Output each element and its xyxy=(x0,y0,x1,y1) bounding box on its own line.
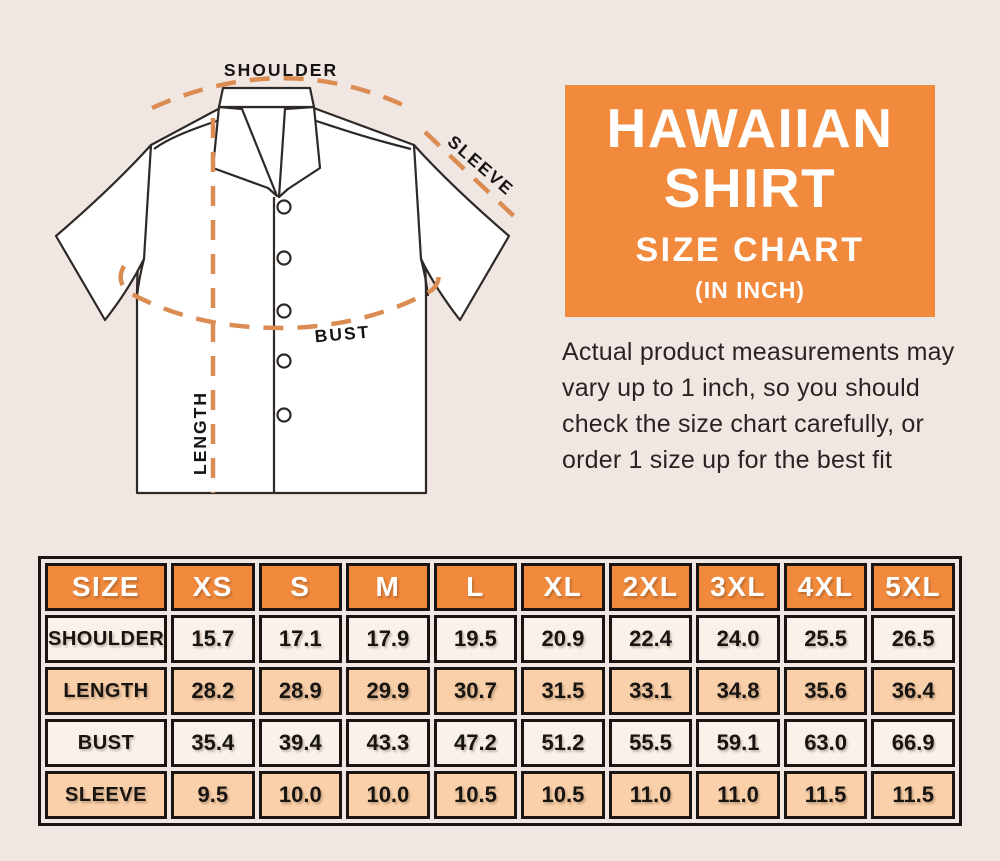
size-value: 43.3 xyxy=(346,719,430,767)
size-value: 30.7 xyxy=(434,667,518,715)
size-value: 35.4 xyxy=(171,719,255,767)
row-label: SLEEVE xyxy=(45,771,167,819)
column-header-3xl: 3XL xyxy=(696,563,780,611)
row-label: LENGTH xyxy=(45,667,167,715)
size-value: 19.5 xyxy=(434,615,518,663)
shirt-measurement-diagram xyxy=(30,50,550,550)
size-table-container xyxy=(38,556,962,826)
size-value: 34.8 xyxy=(696,667,780,715)
column-header-size: SIZE xyxy=(45,563,167,611)
subtitle: SIZE CHART xyxy=(635,231,865,269)
size-value: 20.9 xyxy=(521,615,605,663)
size-value: 10.5 xyxy=(521,771,605,819)
shoulder-measure-label: SHOULDER xyxy=(223,60,339,80)
header-row xyxy=(45,563,955,611)
column-header-5xl: 5XL xyxy=(871,563,955,611)
row-label: BUST xyxy=(45,719,167,767)
table-row-length xyxy=(45,667,955,715)
size-value: 31.5 xyxy=(521,667,605,715)
size-value: 26.5 xyxy=(871,615,955,663)
column-header-xs: XS xyxy=(171,563,255,611)
column-header-2xl: 2XL xyxy=(609,563,693,611)
table-row-bust xyxy=(45,719,955,767)
size-value: 28.9 xyxy=(259,667,343,715)
column-header-4xl: 4XL xyxy=(784,563,868,611)
size-value: 11.0 xyxy=(609,771,693,819)
size-value: 55.5 xyxy=(609,719,693,767)
sleeve-measure-label: SLEEVE xyxy=(443,131,519,200)
size-value: 11.5 xyxy=(784,771,868,819)
size-value: 17.1 xyxy=(259,615,343,663)
size-value: 39.4 xyxy=(259,719,343,767)
size-value: 11.5 xyxy=(871,771,955,819)
size-value: 17.9 xyxy=(346,615,430,663)
size-value: 63.0 xyxy=(784,719,868,767)
column-header-l: L xyxy=(434,563,518,611)
size-value: 10.0 xyxy=(346,771,430,819)
size-value: 66.9 xyxy=(871,719,955,767)
column-header-m: M xyxy=(346,563,430,611)
bust-measure-label: BUST xyxy=(313,321,372,347)
size-value: 33.1 xyxy=(609,667,693,715)
column-header-s: S xyxy=(259,563,343,611)
size-value: 29.9 xyxy=(346,667,430,715)
size-value: 10.0 xyxy=(259,771,343,819)
shirt-collar-back xyxy=(219,88,314,107)
title-line-2: SHIRT xyxy=(663,157,837,219)
column-header-xl: XL xyxy=(521,563,605,611)
title-box xyxy=(565,85,935,317)
unit-note: (IN INCH) xyxy=(695,277,805,303)
size-value: 47.2 xyxy=(434,719,518,767)
size-value: 59.1 xyxy=(696,719,780,767)
size-value: 36.4 xyxy=(871,667,955,715)
size-value: 9.5 xyxy=(171,771,255,819)
size-value: 35.6 xyxy=(784,667,868,715)
size-value: 24.0 xyxy=(696,615,780,663)
size-value: 25.5 xyxy=(784,615,868,663)
size-value: 11.0 xyxy=(696,771,780,819)
table-row-shoulder xyxy=(45,615,955,663)
row-label: SHOULDER xyxy=(45,615,167,663)
size-value: 15.7 xyxy=(171,615,255,663)
length-measure-label: LENGTH xyxy=(190,391,210,475)
size-value: 10.5 xyxy=(434,771,518,819)
size-chart-table xyxy=(38,556,962,826)
size-value: 51.2 xyxy=(521,719,605,767)
title-line-1: HAWAIIAN xyxy=(606,97,894,159)
size-value: 28.2 xyxy=(171,667,255,715)
table-row-sleeve xyxy=(45,771,955,819)
description-text: Actual product measurements may vary up to 1 inch, so you should check the size chart carefully, or order 1 size up for the best fit xyxy=(562,338,955,474)
size-value: 22.4 xyxy=(609,615,693,663)
